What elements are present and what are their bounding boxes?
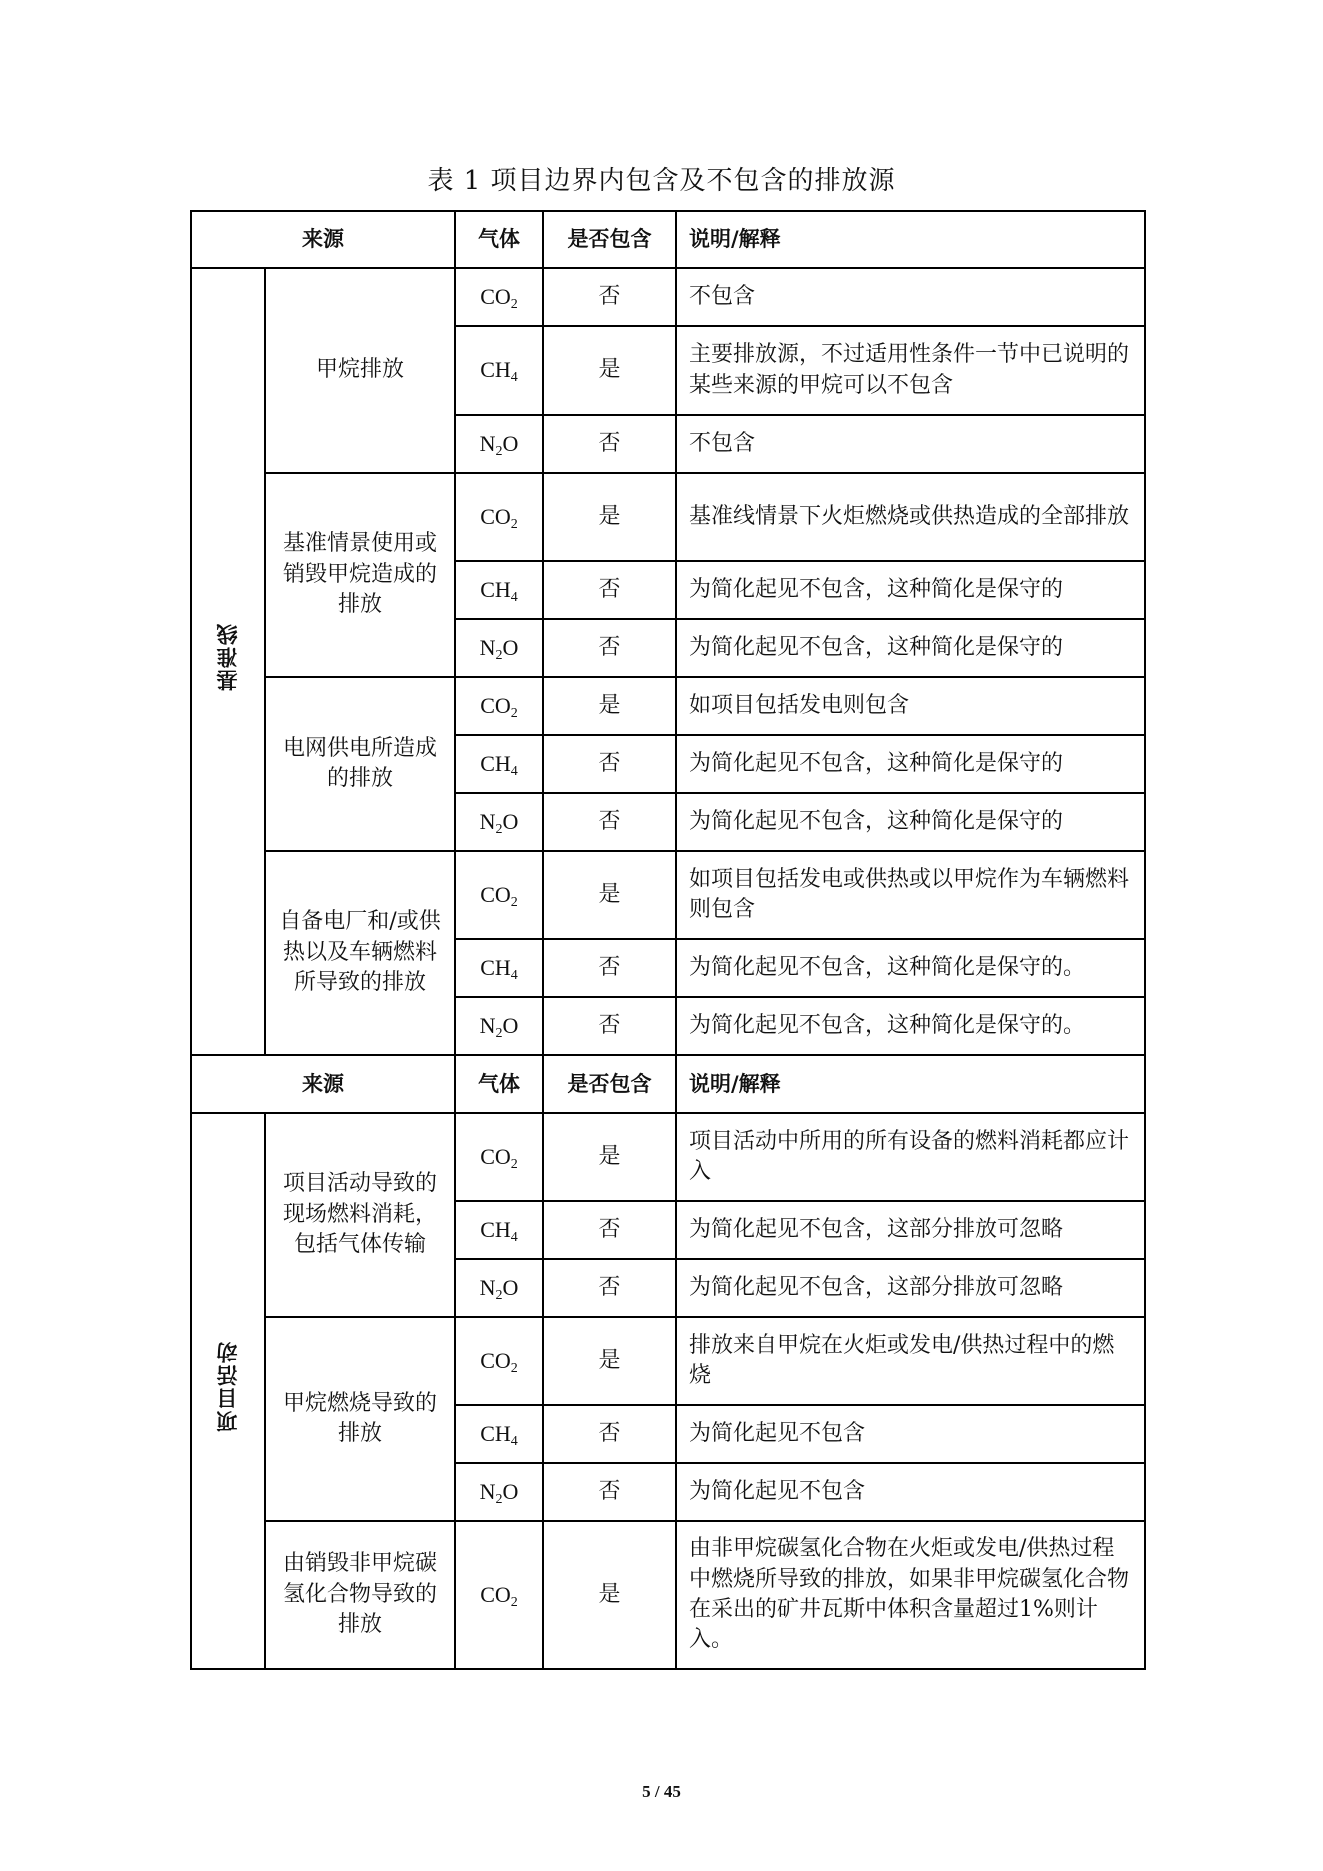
note-cell: 基准线情景下火炬燃烧或供热造成的全部排放	[676, 473, 1145, 561]
table-row	[191, 677, 1145, 735]
table-row	[191, 1317, 1145, 1405]
included-cell: 是	[543, 851, 676, 939]
gas-n2o: $N_2O$	[455, 415, 543, 473]
source-cell: 甲烷排放	[265, 268, 455, 473]
gas-co2: $CO_2$	[455, 473, 543, 561]
note-cell: 为简化起见不包含，这种简化是保守的	[676, 793, 1145, 851]
gas-co2: $CO_2$	[455, 677, 543, 735]
source-cell: 由销毁非甲烷碳氢化合物导致的排放	[265, 1521, 455, 1669]
note-cell: 为简化起见不包含，这部分排放可忽略	[676, 1201, 1145, 1259]
table-caption: 表 1 项目边界内包含及不包含的排放源	[427, 166, 896, 196]
included-cell: 是	[543, 677, 676, 735]
gas-ch4: $CH_4$	[455, 735, 543, 793]
included-cell: 否	[543, 793, 676, 851]
gas-n2o: $N_2O$	[455, 997, 543, 1055]
table-row	[191, 851, 1145, 939]
note-cell: 为简化起见不包含	[676, 1463, 1145, 1521]
header-source: 来源	[191, 211, 455, 268]
source-cell: 甲烷燃烧导致的排放	[265, 1317, 455, 1521]
included-cell: 是	[543, 473, 676, 561]
gas-n2o: $N_2O$	[455, 1463, 543, 1521]
note-cell: 为简化起见不包含，这种简化是保守的	[676, 735, 1145, 793]
header-included: 是否包含	[543, 1055, 676, 1113]
note-cell: 为简化起见不包含，这种简化是保守的。	[676, 997, 1145, 1055]
header-gas: 气体	[455, 211, 543, 268]
category-label: 项目活动	[215, 1340, 240, 1433]
source-cell: 电网供电所造成的排放	[265, 677, 455, 851]
note-cell: 排放来自甲烷在火炬或发电/供热过程中的燃烧	[676, 1317, 1145, 1405]
included-cell: 否	[543, 1201, 676, 1259]
source-cell: 自备电厂和/或供热以及车辆燃料所导致的排放	[265, 851, 455, 1055]
header-source: 来源	[191, 1055, 455, 1113]
note-cell: 为简化起见不包含，这种简化是保守的	[676, 561, 1145, 619]
gas-ch4: $CH_4$	[455, 1405, 543, 1463]
included-cell: 否	[543, 1259, 676, 1317]
category-label: 基准线	[215, 622, 240, 692]
gas-n2o: $N_2O$	[455, 1259, 543, 1317]
included-cell: 否	[543, 997, 676, 1055]
gas-ch4: $CH_4$	[455, 326, 543, 415]
table-header-row	[191, 1055, 1145, 1113]
source-cell: 基准情景使用或销毁甲烷造成的排放	[265, 473, 455, 677]
gas-n2o: $N_2O$	[455, 793, 543, 851]
included-cell: 是	[543, 1113, 676, 1201]
note-cell: 不包含	[676, 415, 1145, 473]
note-cell: 主要排放源，不过适用性条件一节中已说明的某些来源的甲烷可以不包含	[676, 326, 1145, 415]
category-cell-project	[191, 1113, 265, 1669]
included-cell: 是	[543, 1317, 676, 1405]
included-cell: 否	[543, 619, 676, 677]
header-note: 说明/解释	[676, 211, 1145, 268]
gas-co2: $CO_2$	[455, 851, 543, 939]
included-cell: 否	[543, 735, 676, 793]
category-cell-baseline	[191, 268, 265, 1055]
emission-sources-table	[190, 210, 1146, 1670]
note-cell: 由非甲烷碳氢化合物在火炬或发电/供热过程中燃烧所导致的排放，如果非甲烷碳氢化合物在采出的矿井瓦斯中体积含量超过1%则计入。	[676, 1521, 1145, 1669]
gas-co2: $CO_2$	[455, 1521, 543, 1669]
note-cell: 不包含	[676, 268, 1145, 326]
gas-co2: $CO_2$	[455, 1317, 543, 1405]
page-number: 5 / 45	[642, 1782, 681, 1801]
included-cell: 否	[543, 415, 676, 473]
note-cell: 为简化起见不包含，这种简化是保守的。	[676, 939, 1145, 997]
gas-co2: $CO_2$	[455, 1113, 543, 1201]
table-row	[191, 473, 1145, 561]
table-row	[191, 1521, 1145, 1669]
header-gas: 气体	[455, 1055, 543, 1113]
gas-ch4: $CH_4$	[455, 561, 543, 619]
header-included: 是否包含	[543, 211, 676, 268]
gas-n2o: $N_2O$	[455, 619, 543, 677]
included-cell: 否	[543, 561, 676, 619]
gas-ch4: $CH_4$	[455, 939, 543, 997]
gas-co2: $CO_2$	[455, 268, 543, 326]
table-row	[191, 1113, 1145, 1201]
note-cell: 如项目包括发电或供热或以甲烷作为车辆燃料则包含	[676, 851, 1145, 939]
note-cell: 为简化起见不包含，这部分排放可忽略	[676, 1259, 1145, 1317]
note-cell: 如项目包括发电则包含	[676, 677, 1145, 735]
note-cell: 项目活动中所用的所有设备的燃料消耗都应计入	[676, 1113, 1145, 1201]
included-cell: 否	[543, 268, 676, 326]
table-header-row	[191, 211, 1145, 268]
note-cell: 为简化起见不包含	[676, 1405, 1145, 1463]
included-cell: 否	[543, 1405, 676, 1463]
header-note: 说明/解释	[676, 1055, 1145, 1113]
gas-ch4: $CH_4$	[455, 1201, 543, 1259]
included-cell: 否	[543, 1463, 676, 1521]
table-row	[191, 268, 1145, 326]
included-cell: 是	[543, 326, 676, 415]
included-cell: 否	[543, 939, 676, 997]
source-cell: 项目活动导致的现场燃料消耗，包括气体传输	[265, 1113, 455, 1317]
included-cell: 是	[543, 1521, 676, 1669]
note-cell: 为简化起见不包含，这种简化是保守的	[676, 619, 1145, 677]
